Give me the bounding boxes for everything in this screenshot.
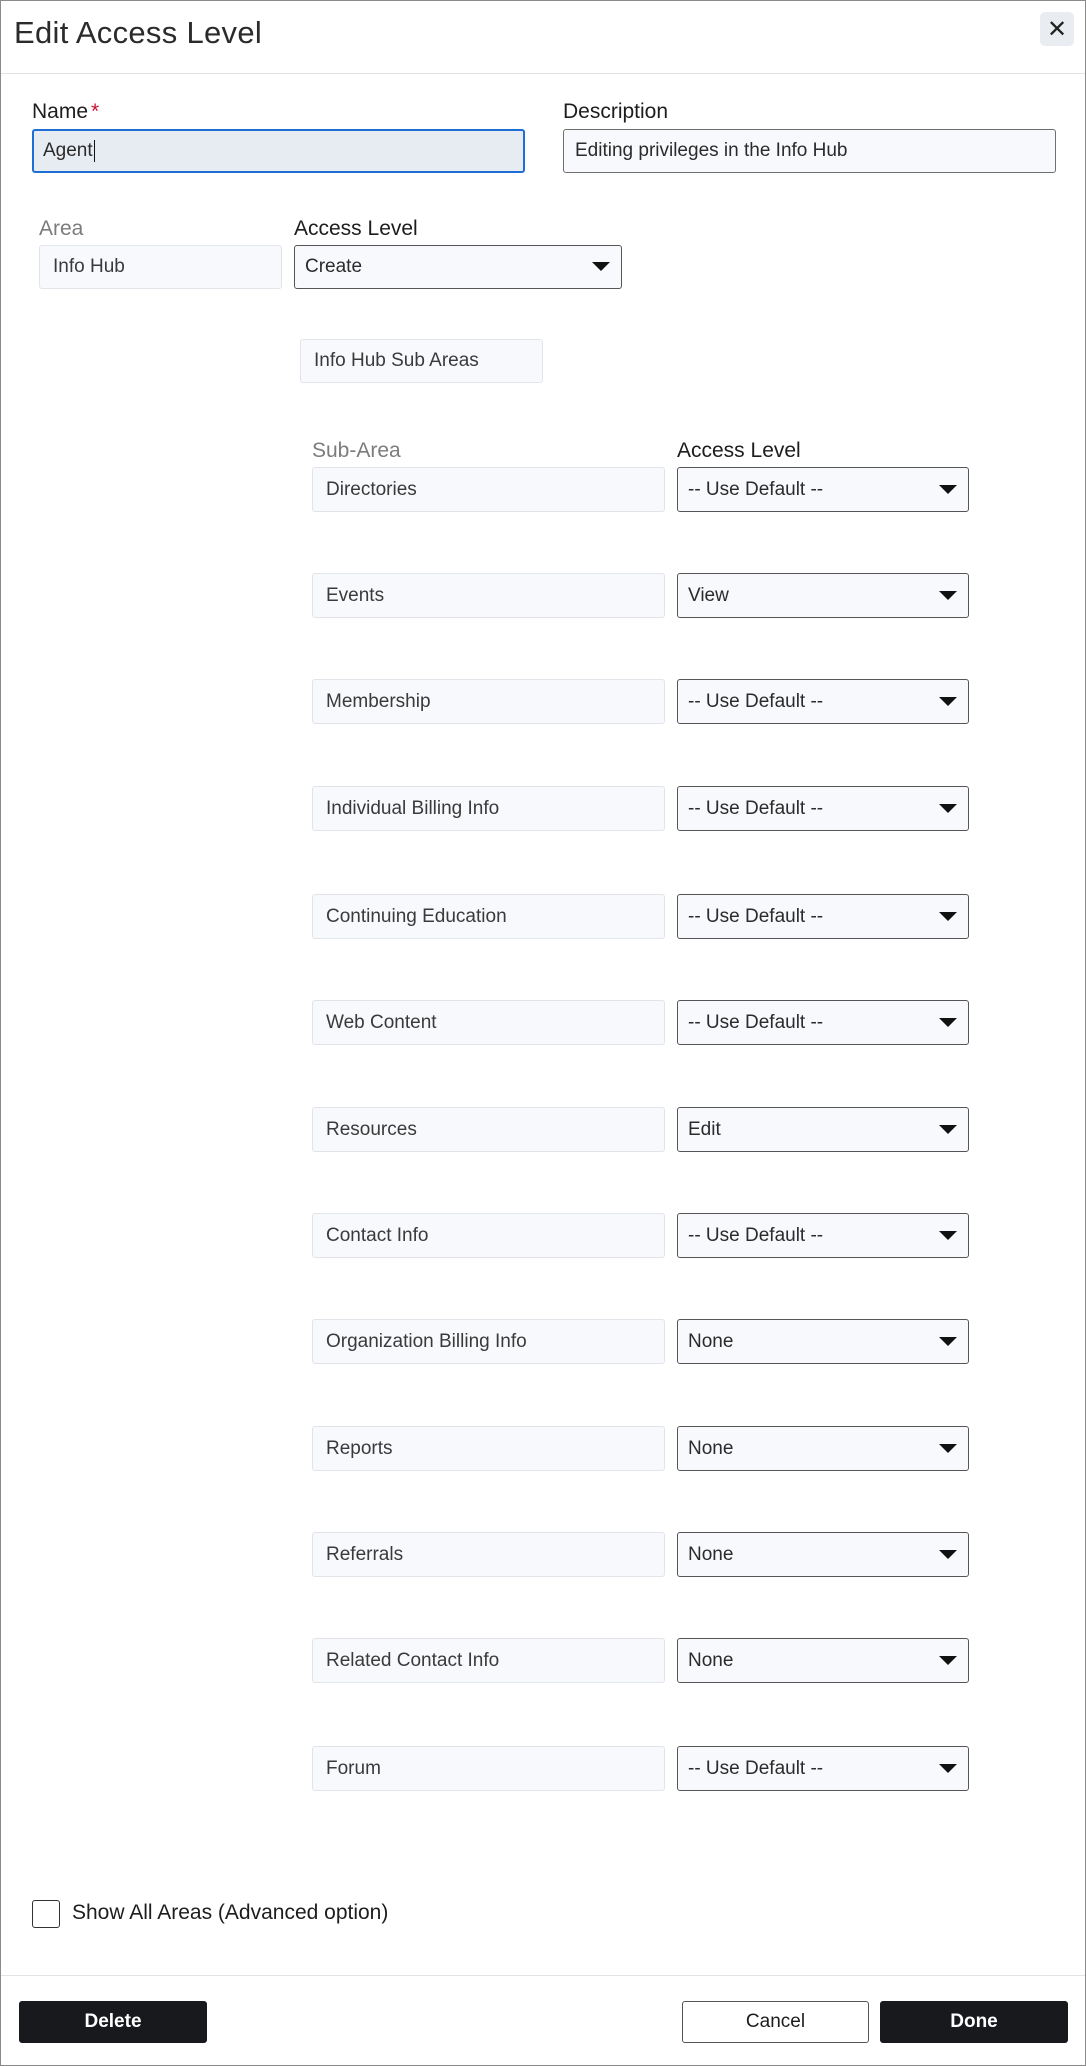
done-button[interactable] <box>880 2001 1068 2043</box>
sub-area-field <box>312 1319 665 1364</box>
sub-area-name: Resources <box>326 1118 417 1140</box>
chevron-down-icon <box>939 1444 957 1453</box>
text-cursor <box>94 140 95 162</box>
sub-area-access-value: None <box>688 1649 734 1671</box>
sub-area-access-value: None <box>688 1437 734 1459</box>
sub-area-name: Forum <box>326 1757 381 1779</box>
sub-area-access-value: -- Use Default -- <box>688 1757 824 1779</box>
access-level-select[interactable] <box>294 245 622 289</box>
sub-areas-button-label: Info Hub Sub Areas <box>314 350 479 371</box>
sub-area-access-select[interactable] <box>677 1107 969 1152</box>
sub-area-access-select[interactable] <box>677 786 969 831</box>
dialog-title: Edit Access Level <box>14 15 263 50</box>
sub-area-name: Membership <box>326 690 431 712</box>
footer-divider <box>1 1975 1085 1976</box>
chevron-down-icon <box>939 485 957 494</box>
sub-area-name: Directories <box>326 478 417 500</box>
sub-area-name: Related Contact Info <box>326 1649 500 1671</box>
sub-area-field <box>312 1426 665 1471</box>
sub-area-access-value: None <box>688 1543 734 1565</box>
description-label: Description <box>563 100 669 123</box>
sub-area-field <box>312 1638 665 1683</box>
sub-area-access-value: -- Use Default -- <box>688 1224 824 1246</box>
chevron-down-icon <box>939 804 957 813</box>
chevron-down-icon <box>939 1337 957 1346</box>
sub-area-name: Events <box>326 584 385 606</box>
area-value: Info Hub <box>53 256 125 277</box>
cancel-button-label: Cancel <box>745 2011 806 2032</box>
sub-area-access-select[interactable] <box>677 1000 969 1045</box>
chevron-down-icon <box>592 262 610 271</box>
sub-area-name: Web Content <box>326 1011 437 1033</box>
cancel-button[interactable] <box>682 2001 869 2043</box>
description-input-value: Editing privileges in the Info Hub <box>575 140 848 161</box>
chevron-down-icon <box>939 1764 957 1773</box>
sub-area-field <box>312 1532 665 1577</box>
sub-area-name: Reports <box>326 1437 393 1459</box>
dialog-header <box>1 1 1085 74</box>
sub-area-access-value: None <box>688 1330 734 1352</box>
name-input-value: Agent <box>43 140 93 161</box>
chevron-down-icon <box>939 1018 957 1027</box>
access-level-label: Access Level <box>294 217 418 240</box>
close-icon: ✕ <box>1046 15 1068 43</box>
chevron-down-icon <box>939 1550 957 1559</box>
sub-area-name: Referrals <box>326 1543 404 1565</box>
access-level-value: Create <box>305 256 363 277</box>
show-all-areas-label: Show All Areas (Advanced option) <box>72 1901 389 1924</box>
sub-area-access-value: -- Use Default -- <box>688 690 824 712</box>
sub-area-access-select[interactable] <box>677 894 969 939</box>
sub-area-field <box>312 1746 665 1791</box>
sub-area-access-select[interactable] <box>677 679 969 724</box>
sub-area-access-select[interactable] <box>677 1426 969 1471</box>
sub-area-field <box>312 786 665 831</box>
sub-area-name: Individual Billing Info <box>326 797 500 819</box>
sub-area-field <box>312 1000 665 1045</box>
chevron-down-icon <box>939 912 957 921</box>
sub-areas-button[interactable] <box>300 339 543 383</box>
sub-area-access-value: Edit <box>688 1118 721 1140</box>
chevron-down-icon <box>939 1125 957 1134</box>
sub-area-field <box>312 679 665 724</box>
sub-access-level-label: Access Level <box>677 439 801 462</box>
chevron-down-icon <box>939 1231 957 1240</box>
sub-area-field <box>312 1213 665 1258</box>
name-label: Name * <box>32 100 100 123</box>
sub-area-access-value: -- Use Default -- <box>688 905 824 927</box>
delete-button-label: Delete <box>84 2011 142 2032</box>
sub-area-field <box>312 1107 665 1152</box>
sub-area-label: Sub-Area <box>312 439 401 462</box>
sub-area-access-select[interactable] <box>677 1213 969 1258</box>
sub-area-access-value: View <box>688 584 729 606</box>
area-field <box>39 245 282 289</box>
sub-area-name: Organization Billing Info <box>326 1330 527 1352</box>
sub-area-field <box>312 467 665 512</box>
sub-area-access-select[interactable] <box>677 573 969 618</box>
done-button-label: Done <box>950 2011 998 2032</box>
show-all-areas-checkbox[interactable] <box>32 1900 60 1928</box>
area-label: Area <box>39 217 84 240</box>
sub-area-field <box>312 573 665 618</box>
sub-area-name: Contact Info <box>326 1224 429 1246</box>
chevron-down-icon <box>939 591 957 600</box>
sub-area-access-value: -- Use Default -- <box>688 797 824 819</box>
chevron-down-icon <box>939 1656 957 1665</box>
close-button[interactable] <box>1040 12 1074 46</box>
chevron-down-icon <box>939 697 957 706</box>
delete-button[interactable] <box>19 2001 207 2043</box>
sub-area-access-select[interactable] <box>677 1532 969 1577</box>
sub-area-field <box>312 894 665 939</box>
sub-area-access-value: -- Use Default -- <box>688 478 824 500</box>
description-input[interactable] <box>563 129 1056 173</box>
name-input[interactable] <box>32 129 525 173</box>
sub-area-access-select[interactable] <box>677 1638 969 1683</box>
sub-area-access-select[interactable] <box>677 1746 969 1791</box>
sub-area-access-value: -- Use Default -- <box>688 1011 824 1033</box>
required-marker: * <box>91 100 100 123</box>
sub-area-access-select[interactable] <box>677 1319 969 1364</box>
sub-area-access-select[interactable] <box>677 467 969 512</box>
sub-area-name: Continuing Education <box>326 905 507 927</box>
